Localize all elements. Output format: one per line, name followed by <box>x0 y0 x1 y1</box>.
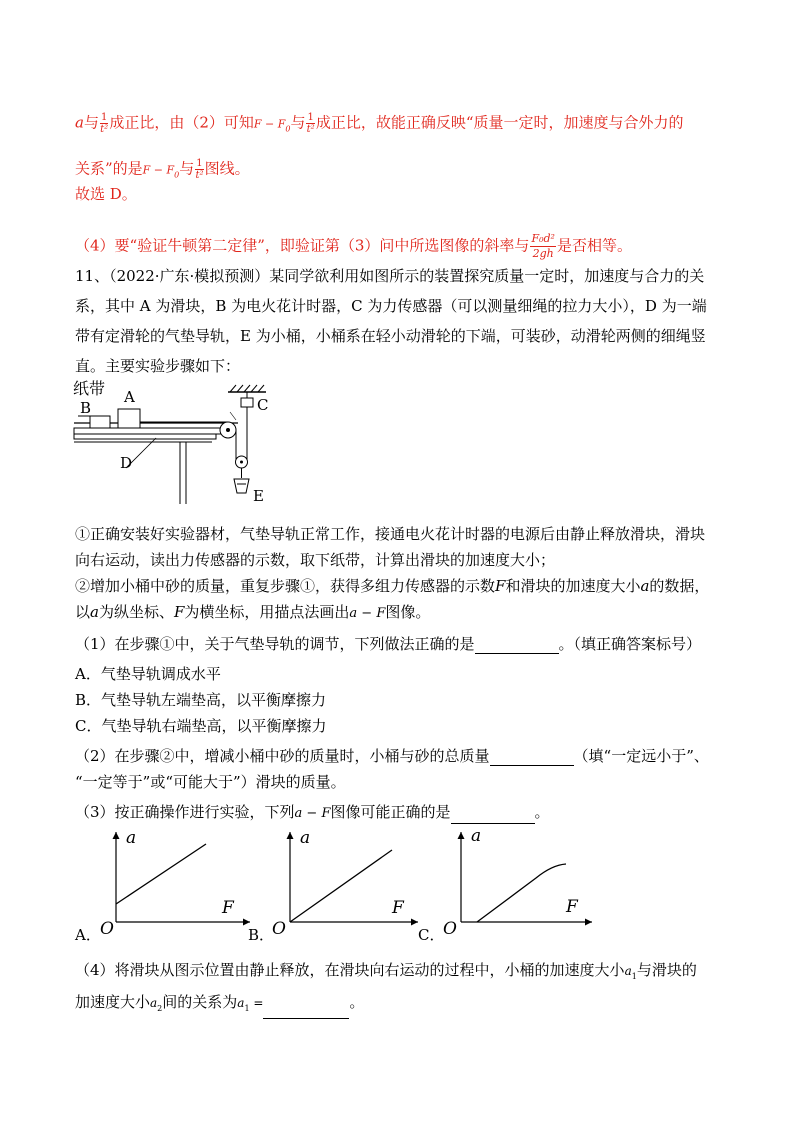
graph-B-option-label: B． <box>248 926 275 944</box>
graph-options <box>0 820 800 950</box>
step2-line-1: ②增加小桶中砂的质量，重复步骤①，获得多组力传感器的示数F和滑块的加速度大小a的数据， <box>75 577 710 595</box>
part2-line-2: “一定等于”或“可能大于”）滑块的质量。 <box>75 773 346 791</box>
graph-C-x-label: F <box>566 897 578 917</box>
label-D: D <box>120 454 133 472</box>
graph-C-option-label: C． <box>418 926 445 944</box>
graph-A-origin: O <box>100 919 114 939</box>
option-B: B．气垫导轨左端垫高，以平衡摩擦力 <box>75 691 327 709</box>
answer-blank-1[interactable] <box>475 637 559 654</box>
graph-A-option-label: A． <box>75 926 101 944</box>
prev-line-4: （4）要“验证牛顿第二定律”，即验证第（3）问中所选图像的斜率与 $\frac{\text{F₀d²}}{2gh}$ 是否相等。 <box>75 232 632 260</box>
prev-line-2: 关系”的是$F - F_0$与 $\frac{1}{\text{t²}}$ 图线。 <box>75 158 250 181</box>
graph-A-line <box>116 844 206 904</box>
step1-line-1: ①正确安装好实验器材，气垫导轨正常工作，接通电火花计时器的电源后由静止释放滑块，滑块 <box>75 525 706 543</box>
answer-blank-4[interactable] <box>263 1002 349 1019</box>
option-A: A．气垫导轨调成水平 <box>75 665 221 683</box>
part1-question: （1）在步骤①中，关于气垫导轨的调节，下列做法正确的是 。（填正确答案标号） <box>75 635 702 653</box>
q11-line-3: 带有定滑轮的气垫导轨，E 为小桶，小桶系在轻小动滑轮的下端，可装砂，动滑轮两侧的细绳竖 <box>75 327 706 345</box>
graph-C-curve <box>477 864 566 922</box>
part2-line-1: （2）在步骤②中，增减小桶中砂的质量时，小桶与砂的总质量 （填“一定远小于”、 <box>75 747 709 765</box>
part4-line-2: 加速度大小$a_2$间的关系为$a_1$ = 。 <box>75 992 364 1019</box>
slider-A <box>118 409 140 428</box>
bucket-E <box>234 479 249 493</box>
label-paper-tape: 纸带 <box>73 379 106 398</box>
graph-C-origin: O <box>443 919 457 939</box>
q11-line-4: 直。主要实验步骤如下： <box>75 357 241 375</box>
q11-line-2: 系，其中 A 为滑块，B 为电火花计时器，C 为力传感器（可以测量细绳的拉力大小），D 为一端 <box>75 297 707 315</box>
timer-B <box>90 416 110 428</box>
answer-blank-2[interactable] <box>490 749 574 766</box>
q11-line-1: 11、（2022·广东·模拟预测）某同学欲利用如图所示的装置探究质量一定时，加速度与合力的关 <box>75 267 705 285</box>
label-E: E <box>253 487 264 505</box>
prev-line-1: a与 $\frac{1}{\text{t²}}$ 成正比，由（2）可知$F - F_0$与 $\frac{1}{\text{t²}}$ 成正比，故能正确反映“质量一定时，加速度与合外力的 <box>75 112 684 135</box>
step1-line-2: 向右运动，读出力传感器的示数，取下纸带，计算出滑块的加速度大小； <box>75 551 556 569</box>
graph-B-line <box>290 850 392 922</box>
part4-line-1: （4）将滑块从图示位置由静止释放，在滑块向右运动的过程中，小桶的加速度大小$a_1$与滑块的 <box>75 961 697 981</box>
label-A: A <box>124 388 135 406</box>
graph-A-y-label: a <box>126 828 137 848</box>
prev-line-3: 故选 D。 <box>75 185 137 203</box>
label-C: C <box>257 396 269 414</box>
step2-line-2: 以a为纵坐标、F为横坐标，用描点法画出a − F图像。 <box>75 603 431 621</box>
label-B: B <box>80 399 92 417</box>
graph-B-y-label: a <box>300 828 311 848</box>
graph-C-y-label: a <box>471 826 482 846</box>
part3-question: （3）按正确操作进行实验，下列a − F图像可能正确的是 。 <box>75 802 550 824</box>
graph-B-x-label: F <box>392 898 404 918</box>
option-C: C．气垫导轨右端垫高，以平衡摩擦力 <box>75 717 327 735</box>
graph-B-origin: O <box>272 919 286 939</box>
force-sensor <box>241 398 253 407</box>
fraction-1-over-t2: $\frac{1}{\text{t²}}$ <box>100 112 109 135</box>
graph-A-x-label: F <box>222 898 234 918</box>
